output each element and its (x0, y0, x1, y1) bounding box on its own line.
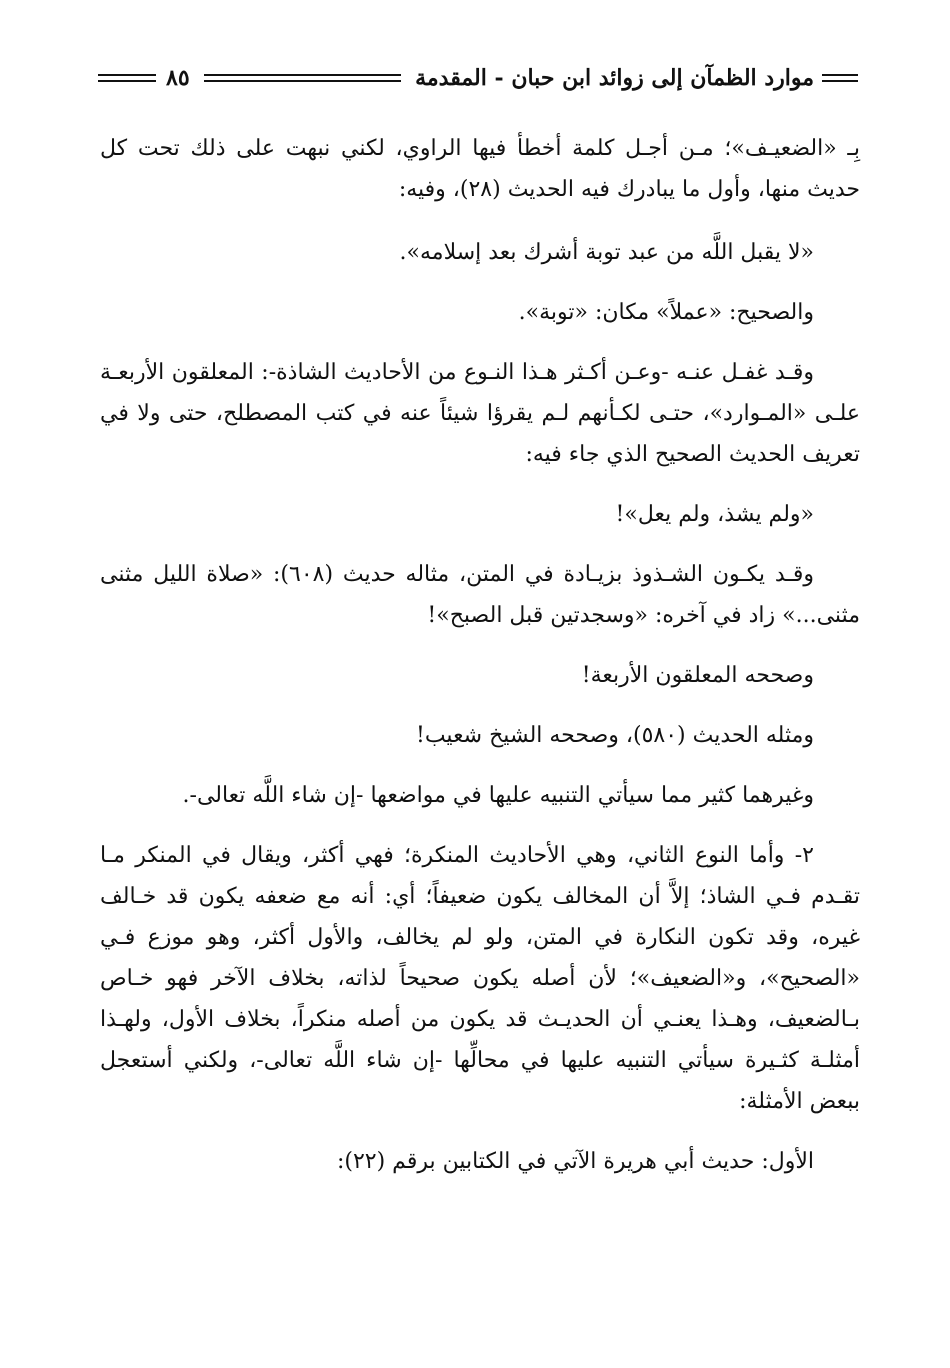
paragraph-2: «لا يقبل اللَّه من عبد توبة أشرك بعد إسلامه». (399, 240, 814, 265)
paragraph-5: «ولم يشذ، ولم يعل»! (615, 502, 814, 527)
paragraph-1: بِـ «الضعيـف»؛ مـن أجـل كلمة أخطأ فيها الراوي، لكني نبهت على ذلك تحت كل حديث منها، وأول ما يبادرك فيه الحديث (٢٨)، وفيه: (100, 136, 860, 202)
paragraph-10: ٢- وأما النوع الثاني، وهي الأحاديث المنكرة؛ فهي أكثر، ويقال في المنكر مـا تقـدم فـي الشاذ؛ إلاَّ أن المخالف يكون ضعيفاً؛ أي: أنه مع ضعفه يكون قد خـالف غيره، وقد تكون النكارة في المتن، ولو لم يخالف، والأول أكثر، وهو موزع فـي «الصحيح»، و«الضعيف»؛ لأن أصله يكون صحيحاً لذاته، بخلاف الآخر فهو خـاص بـالضعيف، وهـذا يعنـي أن الحديـث قد يكون من أصله منكراً، بخلاف الأول، ولهـذا أمثلـة كثـيرة سيأتي التنبيه عليها في محالِّها -إن شاء اللَّه تعالى-، ولكني أستعجل ببعض الأمثلة: (100, 843, 860, 1114)
header-rule-left (98, 74, 156, 82)
header-title: موارد الظمآن إلى زوائد ابن حبان - المقدمة (415, 65, 814, 91)
running-header (98, 58, 858, 98)
paragraph-9: وغيرهما كثير مما سيأتي التنبيه عليها في مواضعها -إن شاء اللَّه تعالى-. (182, 783, 814, 808)
paragraph-3: والصحيح: «عملاً» مكان: «توبة». (518, 300, 814, 325)
paragraph-4: وقـد غفـل عنـه -وعـن أكـثر هـذا النـوع من الأحاديث الشاذة-: المعلقون الأربعـة علـى «المـوارد»، حتـى لكـأنهم لـم يقرؤا شيئاً عنه في كتب المصطلح، حتى ولا في تعريف الحديث الصحيح الذي جاء فيه: (100, 360, 860, 467)
paragraph-7: وصححه المعلقون الأربعة! (581, 663, 814, 688)
header-rule-middle (204, 74, 401, 82)
paragraph-6: وقـد يكـون الشـذوذ بزيـادة في المتن، مثاله حديث (٦٠٨): «صلاة الليل مثنى مثنى...» زاد في آخره: «وسجدتين قبل الصبح»! (100, 562, 860, 628)
page-body (100, 128, 860, 1201)
header-rule-right (822, 74, 858, 82)
page-number: ٨٥ (166, 65, 190, 91)
paragraph-8: ومثله الحديث (٥٨٠)، وصححه الشيخ شعيب! (415, 723, 814, 748)
paragraph-11: الأول: حديث أبي هريرة الآتي في الكتابين برقم (٢٢): (336, 1149, 814, 1174)
